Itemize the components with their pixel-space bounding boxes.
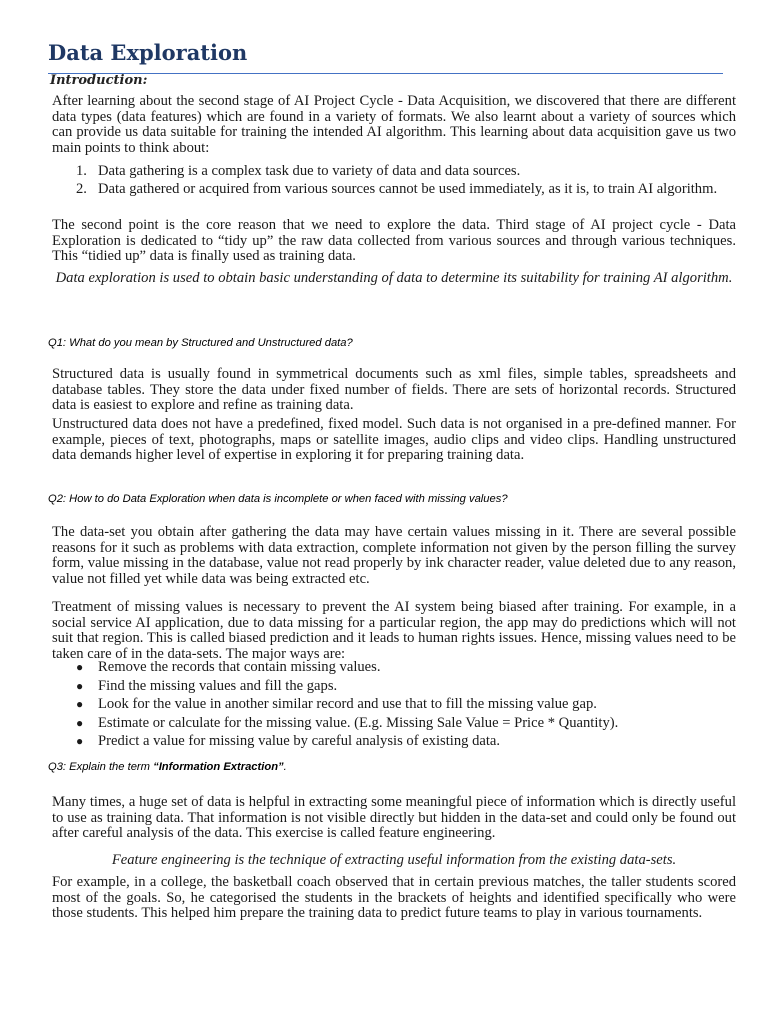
- question-1: Q1: What do you mean by Structured and Unstructured data?: [48, 337, 353, 349]
- q1-paragraph-2: Unstructured data does not have a predefined, fixed model. Such data is not organised in a pre-defined manner. For example, pieces of text, photographs, maps or satellite images, audio clips and video clips. Handling unstructured data demands higher level of expertise in exploring it for preparing training data.: [52, 416, 736, 464]
- title-divider: [48, 73, 723, 74]
- list-item: 2. Data gathered or acquired from various sources cannot be used immediately, as it is, to train AI algorithm.: [76, 180, 718, 197]
- q1-paragraph-1: Structured data is usually found in symmetrical documents such as xml files, simple tables, spreadsheets and database tables. They store the data under fixed number of fields. There are sets of horizontal records. Structured data is easiest to explore and refine as training data.: [52, 366, 736, 414]
- question-2: Q2: How to do Data Exploration when data is incomplete or when faced with missing values?: [48, 493, 508, 505]
- list-item: ● Remove the records that contain missing values.: [76, 659, 381, 675]
- page-title: Data Exploration: [48, 40, 248, 65]
- question-3: Q3: Explain the term “Information Extraction”.: [48, 761, 287, 773]
- q3-highlight-quote: Feature engineering is the technique of extracting useful information from the existing data-sets.: [111, 852, 677, 868]
- q2-paragraph-1: The data-set you obtain after gathering the data may have certain values missing in it. There are several possible reasons for it such as problems with data extraction, complete information not given by the person filling the survey form, value missing in the database, value not read properly by ink character reader, value deleted due to any reason, value not filled yet while data was being extracted etc.: [52, 524, 736, 587]
- intro-numbered-list: [76, 164, 736, 199]
- list-item: ● Estimate or calculate for the missing value. (E.g. Missing Sale Value = Price * Quantity).: [76, 714, 619, 731]
- intro-paragraph-2: The second point is the core reason that we need to explore the data. Third stage of AI project cycle - Data Exploration is dedicated to “tidy up” the raw data collected from various sources and through various techniques. This “tidied up” data is finally used as training data.: [52, 217, 736, 265]
- q3-paragraph-2: For example, in a college, the basketball coach observed that in certain previous matches, the taller students scored most of the goals. So, he categorised the students in the brackets of heights and identified specifically who were those students. This helped him prepare the training data to predict future teams to play in various tournaments.: [52, 874, 736, 922]
- q2-paragraph-2: Treatment of missing values is necessary to prevent the AI system being biased after training. For example, in a social service AI application, due to data missing for a particular region, the app may do predictions which will not suit that region. This is called biased prediction and it leads to human rights issues. Hence, missing values need to be taken care of in the data-sets. The major ways are:: [52, 599, 736, 662]
- list-item: ● Predict a value for missing value by careful analysis of existing data.: [76, 733, 501, 750]
- q3-paragraph-1: Many times, a huge set of data is helpful in extracting some meaningful piece of information which is directly useful to use as training data. That information is not visible directly but hidden in the data-set and could only be found out after careful analysis of the data. This exercise is called feature engineering.: [52, 794, 736, 842]
- missing-values-list: [76, 660, 736, 753]
- intro-paragraph-1: After learning about the second stage of AI Project Cycle - Data Acquisition, we discovered that there are different data types (data features) which are found in a variety of formats. We also learnt about a variety of sources which can provide us data suitable for training the intended AI algorithm. This learning about data acquisition gave us two main points to think about:: [52, 93, 736, 156]
- list-item: ● Look for the value in another similar record and use that to fill the missing value gap.: [76, 696, 597, 713]
- intro-heading: Introduction:: [50, 73, 148, 88]
- list-item: ● Find the missing values and fill the gaps.: [76, 677, 338, 694]
- intro-highlight-quote: Data exploration is used to obtain basic understanding of data to determine its suitability for training AI algorithm.: [55, 270, 733, 286]
- list-item: 1. Data gathering is a complex task due to variety of data and data sources.: [76, 163, 521, 179]
